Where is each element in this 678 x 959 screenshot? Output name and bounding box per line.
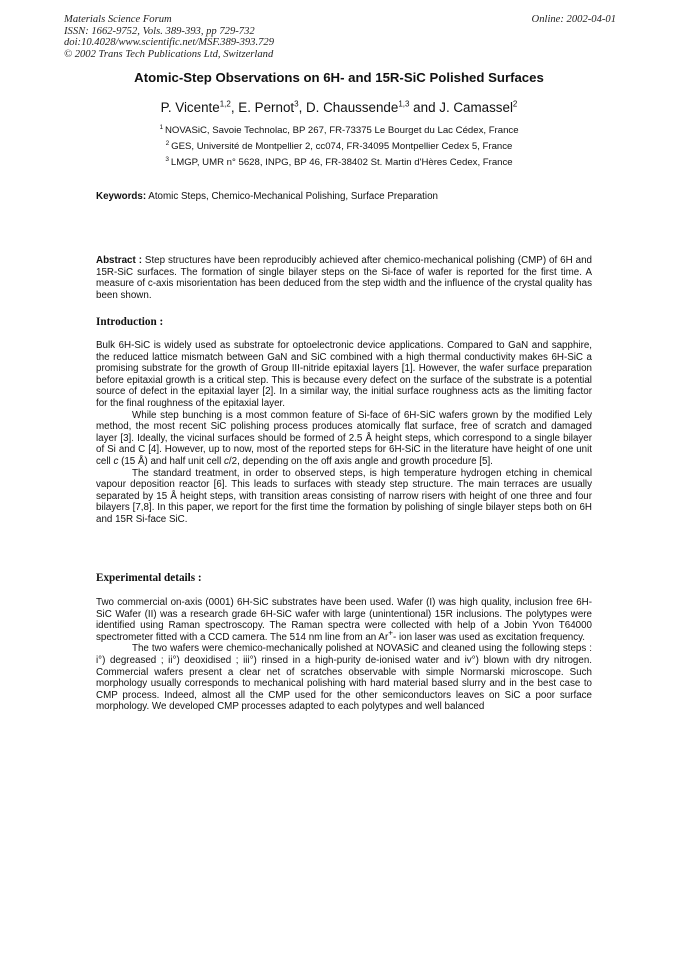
affiliation-1	[0, 125, 678, 136]
ion-charge-sup: +	[388, 628, 393, 638]
experimental-body	[96, 597, 592, 713]
online-date: Online: 2002-04-01	[531, 14, 616, 25]
abstract	[96, 255, 592, 301]
journal-name: Materials Science Forum	[64, 14, 172, 25]
paragraph-text: (15 Å) and half unit cell	[118, 455, 224, 467]
affiliation-text: NOVASiC, Savoie Technolac, BP 267, FR-73375 Le Bourget du Lac Cédex, France	[164, 125, 519, 136]
author-name: D. Chaussende	[306, 100, 399, 115]
journal-header	[64, 14, 274, 60]
author-affil-sup: 1,3	[398, 99, 410, 109]
experimental-heading: Experimental details :	[96, 572, 202, 584]
affiliation-number: 3	[165, 155, 169, 163]
introduction-body	[96, 340, 592, 526]
experimental-paragraph: The two wafers were chemico-mechanically polished at NOVASiC and cleaned using the following steps : i°) degreased ; ii°) deoxidised ; iii°) rinsed in a high-purity de-ionised water and iv°) blown with dry nitrogen. Commercial wafers present a clear net of scratches observable with simple Normarski microscope. Such morphology usually corresponds to mechanical polishing with hard material based slurry and in the best case to CMP process. Indeed, almost all the CMP used for the other semiconductors leaves on SiC a poor surface morphology. We developed CMP processes adapted to each polytypes and well balanced	[96, 643, 592, 713]
abstract-text: Step structures have been reproducibly achieved after chemico-mechanical polishing (CMP) of 6H and 15R-SiC surfaces. The formation of single bilayer steps on the Si-face of wafer is reported for the first time. A measure of c-axis misorientation has been deduced from the step width and the influence of the crystal quality has been shown.	[96, 255, 592, 301]
affiliation-2	[0, 141, 678, 152]
unit-cell-symbol: c	[113, 455, 119, 467]
introduction-paragraph: The standard treatment, in order to observed steps, is high temperature hydrogen etching in chemical vapour deposition reactor [6]. This leads to surfaces with steady step structure. The main terraces are usually separated by 15 Å height steps, with transition areas consisting of narrow risers with height of one three and four bilayers [7,8]. In this paper, we report for the first time the formation by polishing of single bilayer steps both on 6H and 15R Si-face SiC.	[96, 467, 592, 525]
paper-title: Atomic-Step Observations on 6H- and 15R-SiC Polished Surfaces	[134, 70, 544, 85]
author-affil-sup: 1,2	[219, 99, 231, 109]
keywords	[96, 191, 438, 202]
author-name: J. Camassel	[439, 100, 513, 115]
experimental-paragraph	[96, 597, 592, 643]
author-affil-sup: 2	[512, 99, 518, 109]
author-separator: ,	[230, 100, 239, 115]
author-name: E. Pernot	[238, 100, 295, 115]
paragraph-text: /2, depending on the off axis angle and growth procedure [5].	[228, 455, 493, 467]
keywords-label: Keywords:	[96, 191, 147, 202]
unit-cell-symbol: c	[224, 455, 229, 467]
introduction-paragraph: Bulk 6H-SiC is widely used as substrate for optoelectronic device applications. Compared to GaN and sapphire, the reduced lattice mismatch between GaN and SiC combined with a high thermal conductivity makes 6H-SiC a promising substrate for the growth of Group III-nitride epitaxial layers [1]. However, the wafer surface preparation before epitaxial growth is a critical step. This is because every defect on the surface of the substrate is a potential source of defect in the epitaxial layer [2]. In a similar way, the initial surface roughness acts as the limiting factor for the final roughness of the epitaxial layer.	[96, 340, 592, 409]
author-separator: ,	[298, 100, 307, 115]
copyright-line: © 2002 Trans Tech Publications Ltd, Switzerland	[64, 48, 274, 60]
affiliation-3	[0, 157, 678, 168]
author-name: P. Vicente	[160, 100, 220, 115]
abstract-label: Abstract :	[96, 255, 142, 266]
affiliation-number: 2	[165, 139, 170, 147]
issn-line: ISSN: 1662-9752, Vols. 389-393, pp 729-732	[64, 25, 255, 37]
keywords-text: Atomic Steps, Chemico-Mechanical Polishing, Surface Preparation	[148, 191, 438, 202]
author-affil-sup: 3	[294, 99, 299, 109]
doi-line[interactable]: doi:10.4028/www.scientific.net/MSF.389-393.729	[64, 37, 274, 49]
introduction-heading: Introduction :	[96, 316, 164, 328]
paragraph-text: - ion laser was used as excitation frequency.	[392, 631, 586, 643]
paragraph-text: Two commercial on-axis (0001) 6H-SiC substrates have been used. Wafer (I) was high quality, inclusion free 6H-SiC Wafer (II) was a research grade 6H-SiC wafer with large (unintentional) 15R inclusions. The polytypes were identified using Raman spectroscopy. The Raman spectra were collected with help of a Jobin Yvon T64000 spectrometer fitted with a CCD camera. The 514 nm line from an Ar	[96, 597, 592, 643]
paragraph-text: While step bunching is a most common feature of Si-face of 6H-SiC wafers grown by the modified Lely method, the most recent SiC polishing process produces atomically flat surface, free of scratch and damaged layer [3]. Ideally, the vicinal surfaces should be formed of 2.5 Å height steps, which correspond to a single bilayer of Si and C [4]. However, up to now, most of the reported steps for 6H-SiC in the literature have height of one unit cell	[96, 409, 592, 467]
author-separator: and	[409, 100, 440, 115]
author-list	[0, 100, 678, 115]
affiliation-text: LMGP, UMR n° 5628, INPG, BP 46, FR-38402 St. Martin d'Hères Cedex, France	[170, 157, 513, 168]
affiliation-number: 1	[159, 123, 164, 131]
introduction-paragraph	[96, 410, 592, 468]
affiliation-text: GES, Université de Montpellier 2, cc074, FR-34095 Montpellier Cedex 5, France	[171, 141, 513, 152]
